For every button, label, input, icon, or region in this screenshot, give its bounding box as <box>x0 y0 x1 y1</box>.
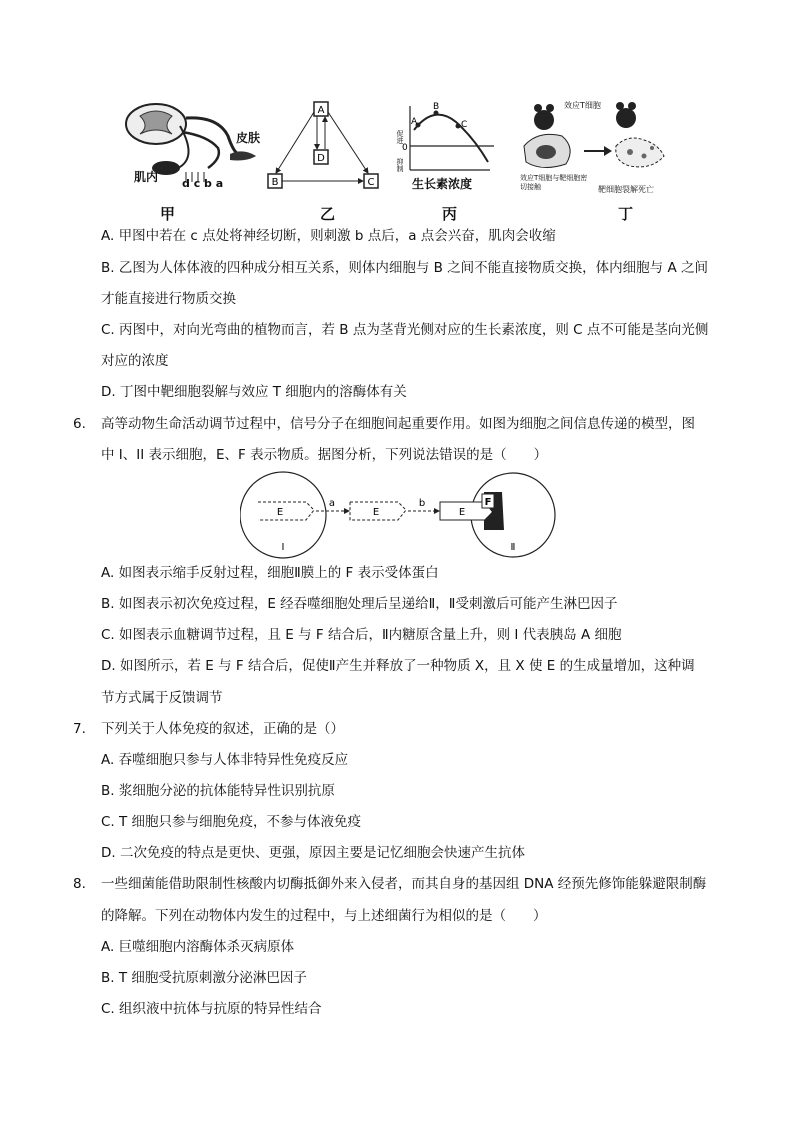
q6-fig-e1: E <box>276 507 284 518</box>
q6-fig-b: b <box>418 498 426 509</box>
q7-option-d: D. 二次免疫的特点是更快、更强，原因主要是记忆细胞会快速产生抗体 <box>101 845 525 861</box>
ding-lysis-label: 靶细胞裂解死亡 <box>598 185 654 194</box>
q6-number: 6. <box>73 416 86 432</box>
bing-point-a: A <box>411 117 418 127</box>
jia-muscle-label: 肌内 <box>134 170 159 184</box>
q7-stem: 下列关于人体免疫的叙述，正确的是（） <box>101 721 344 737</box>
q7-option-b: B. 浆细胞分泌的抗体能特异性识别抗原 <box>101 783 335 799</box>
q8-option-a: A. 巨噬细胞内溶酶体杀灭病原体 <box>101 939 295 955</box>
q7-option-c: C. T 细胞只参与细胞免疫，不参与体液免疫 <box>101 814 362 830</box>
bing-zero-label: 0 <box>402 143 408 153</box>
q6-fig-f: F <box>484 497 492 508</box>
bing-promote-label: 促进 <box>396 130 404 144</box>
figure-jia-label: 甲 <box>160 205 176 223</box>
q6-option-b: B. 如图表示初次免疫过程，E 经吞噬细胞处理后呈递给Ⅱ，Ⅱ受刺激后可能产生淋巴因子 <box>101 596 618 612</box>
bing-xlabel: 生长素浓度 <box>412 177 473 191</box>
q6-fig-cell2: Ⅱ <box>510 542 516 553</box>
q6-option-d-line2: 节方式属于反馈调节 <box>101 690 223 706</box>
yi-node-c: C <box>367 177 375 188</box>
q5-option-b-line1: B. 乙图为人体体液的四种成分相互关系，则体内细胞与 B 之间不能直接物质交换，体内细胞与 A 之间 <box>101 260 709 276</box>
bing-inhibit-label: 抑制 <box>396 158 404 172</box>
bing-point-b: B <box>433 102 440 112</box>
figure-yi <box>262 98 388 194</box>
ding-effector-label: 效应T细胞 <box>564 101 601 110</box>
bing-point-c: C <box>461 120 468 130</box>
yi-node-b: B <box>271 177 279 188</box>
q8-number: 8. <box>73 876 86 892</box>
q8-option-b: B. T 细胞受抗原刺激分泌淋巴因子 <box>101 970 307 986</box>
q6-option-a: A. 如图表示缩手反射过程，细胞Ⅱ膜上的 F 表示受体蛋白 <box>101 565 439 581</box>
figure-ding-label: 丁 <box>618 205 634 223</box>
q6-fig-a: a <box>328 498 336 509</box>
q6-fig-e2: E <box>372 507 380 518</box>
q5-option-a: A. 甲图中若在 c 点处将神经切断，则刺激 b 点后，a 点会兴奋，肌肉会收缩 <box>101 228 556 244</box>
q6-figure <box>240 470 556 560</box>
q5-option-c-line2: 对应的浓度 <box>101 353 169 369</box>
q7-option-a: A. 吞噬细胞只参与人体非特异性免疫反应 <box>101 752 349 768</box>
q8-stem-line1: 一些细菌能借助限制性核酸内切酶抵御外来入侵者，而其自身的基因组 DNA 经预先修饰能躲避限制酶 <box>101 876 707 892</box>
figure-yi-label: 乙 <box>320 205 336 223</box>
yi-node-a: A <box>317 105 325 116</box>
q6-option-c: C. 如图表示血糖调节过程，且 E 与 F 结合后，Ⅱ内糖原含量上升，则 I 代表胰岛 A 细胞 <box>101 627 622 643</box>
q8-option-c: C. 组织液中抗体与抗原的特异性结合 <box>101 1001 322 1017</box>
jia-skin-label: 皮肤 <box>236 131 261 145</box>
body-fluid-diagram <box>262 98 388 194</box>
ding-contact-label: 效应T细胞与靶细胞密切接触 <box>520 174 588 191</box>
q8-stem-line2: 的降解。下列在动物体内发生的过程中，与上述细菌行为相似的是（ ） <box>101 908 547 924</box>
jia-points-label: d c b a <box>182 177 224 190</box>
q7-number: 7. <box>73 721 86 737</box>
q6-stem-line2: 中 I、II 表示细胞，E、F 表示物质。据图分析，下列说法错误的是（ ） <box>101 447 548 463</box>
q6-fig-e3: E <box>458 507 466 518</box>
figure-bing-label: 丙 <box>442 205 458 223</box>
q5-option-d: D. 丁图中靶细胞裂解与效应 T 细胞内的溶酶体有关 <box>101 384 407 400</box>
q5-option-b-line2: 才能直接进行物质交换 <box>101 291 236 307</box>
q6-stem-line1: 高等动物生命活动调节过程中，信号分子在细胞间起重要作用。如图为细胞之间信息传递的模型，图 <box>101 416 695 432</box>
q6-option-d-line1: D. 如图所示，若 E 与 F 结合后，促使Ⅱ产生并释放了一种物质 X，且 X 使 E 的生成量增加，这种调 <box>101 658 695 674</box>
q5-option-c-line1: C. 丙图中，对向光弯曲的植物而言，若 B 点为茎背光侧对应的生长素浓度，则 C 点不可能是茎向光侧 <box>101 322 709 338</box>
q6-fig-cell1: I <box>281 542 285 553</box>
yi-node-d: D <box>317 153 325 164</box>
cell-signal-diagram <box>240 470 556 560</box>
